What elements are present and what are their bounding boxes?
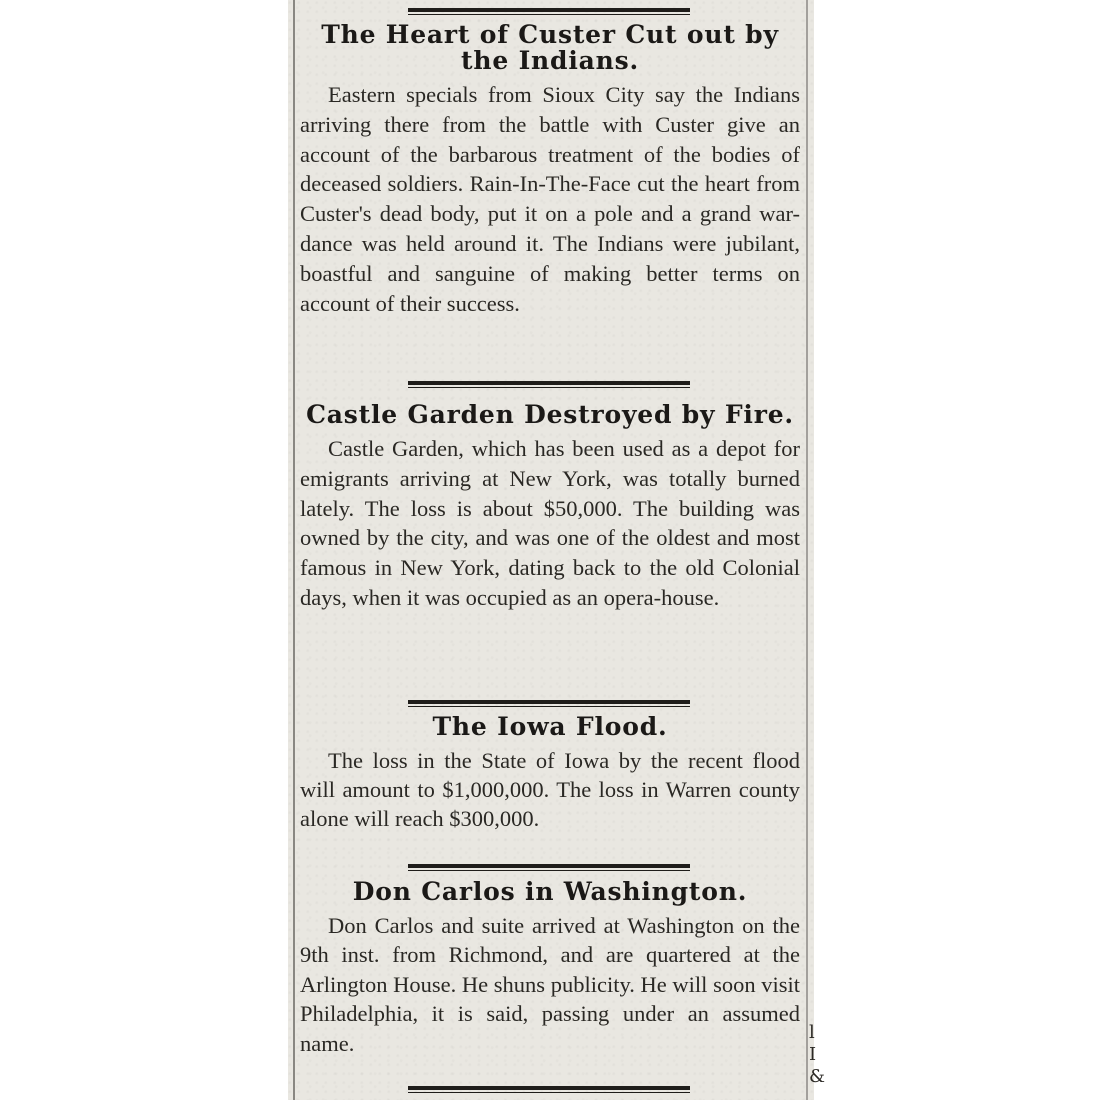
article-castle-garden	[300, 402, 800, 613]
article-custer	[300, 22, 800, 318]
section-rule	[408, 1086, 690, 1094]
article-headline: Don Carlos in Washington.	[352, 877, 748, 906]
newspaper-clipping	[288, 0, 826, 1100]
section-rule	[408, 8, 690, 16]
article-iowa-flood	[300, 714, 800, 833]
column-rule-right	[806, 0, 808, 1100]
article-headline: The Iowa Flood.	[432, 712, 668, 741]
article-headline: Castle Garden Destroyed by Fire.	[306, 400, 794, 429]
article-body: Castle Garden, which has been used as a depot for emigrants arriving at New York, was totally burned lately. The loss is about $50,000. The building was owned by the city, and was one of the oldest and most famous in New York, dating back to the old Colonial days, when it was occupied as an opera-house.	[300, 436, 800, 610]
adjacent-column-fragment	[809, 1022, 825, 1088]
article-body: Eastern specials from Sioux City say the Indians arriving there from the battle with Custer give an account of the barbarous treatment of the bodies of deceased soldiers. Rain-In-The-Face cut the heart from Custer's dead body, put it on a pole and a grand war-dance was held around it. The Indians were jubilant, boastful and sanguine of making better terms on account of their success.	[300, 82, 800, 316]
column-rule-left	[293, 0, 295, 1100]
article-body: Don Carlos and suite arrived at Washington on the 9th inst. from Richmond, and are quartered at the Arlington House. He shuns publicity. He will soon visit Philadelphia, it is said, passing under an assumed name.	[300, 913, 800, 1056]
section-rule	[408, 700, 690, 708]
section-rule	[408, 381, 690, 389]
section-rule	[408, 864, 690, 872]
article-headline: The Heart of Custer Cut out by the Indians.	[321, 20, 779, 75]
article-don-carlos	[300, 879, 800, 1058]
adjacent-column-text: l I &	[809, 1022, 826, 1087]
article-body: The loss in the State of Iowa by the recent flood will amount to $1,000,000. The loss in Warren county alone will reach $300,000.	[300, 748, 800, 831]
